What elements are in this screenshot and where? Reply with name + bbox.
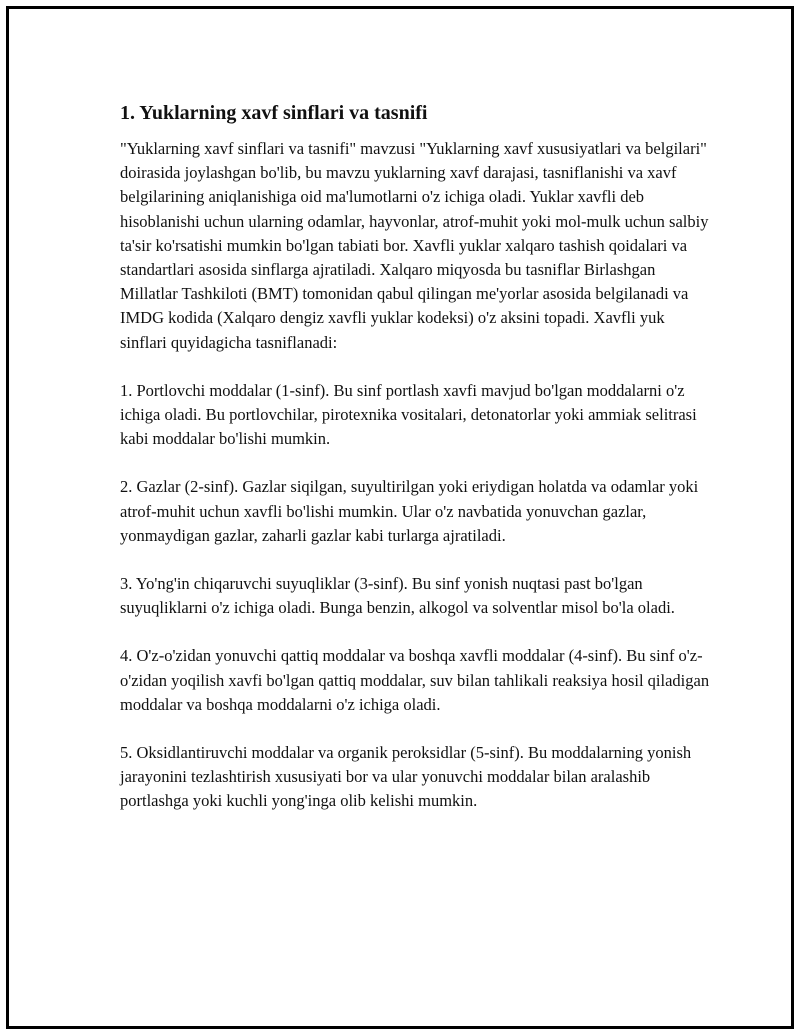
class-5-paragraph: 5. Oksidlantiruvchi moddalar va organik peroksidlar (5-sinf). Bu moddalarning yonish jarayonini tezlashtirish xususiyati bor va ular yonuvchi moddalar bilan aralashib portlashga yoki kuchli yong'inga olib kelishi mumkin. bbox=[120, 743, 692, 811]
class-4-paragraph: 4. O'z-o'zidan yonuvchi qattiq moddalar va boshqa xavfli moddalar (4-sinf). Bu sinf o'z-o'zidan yoqilish xavfi bo'lgan qattiq moddalar, suv bilan tahlikali reaksiya hosil qiladigan moddalar va boshqa moddalarni o'z ichiga oladi. bbox=[120, 646, 710, 714]
class-3-paragraph: 3. Yo'ng'in chiqaruvchi suyuqliklar (3-sinf). Bu sinf yonish nuqtasi past bo'lgan suyuqliklarni o'z ichiga oladi. Bunga benzin, alkogol va solventlar misol bo'la oladi. bbox=[120, 574, 675, 618]
document-content bbox=[120, 99, 710, 838]
document-page bbox=[6, 6, 794, 1029]
class-1-paragraph: 1. Portlovchi moddalar (1-sinf). Bu sinf portlash xavfi mavjud bo'lgan moddalarni o'z ichiga oladi. Bu portlovchilar, pirotexnika vositalari, detonatorlar yoki ammiak selitrasi kabi moddalar bo'lishi mumkin. bbox=[120, 380, 697, 449]
class-2-paragraph: 2. Gazlar (2-sinf). Gazlar siqilgan, suyultirilgan yoki eriydigan holatda va odamlar yoki atrof-muhit uchun xavfli bo'lishi mumkin. Ular o'z navbatida yonuvchan gazlar, yonmaydigan gazlar, zaharli gazlar kabi turlarga ajratiladi. bbox=[120, 477, 699, 545]
section-title: 1. Yuklarning xavf sinflari va tasnifi bbox=[120, 102, 428, 124]
intro-paragraph: "Yuklarning xavf sinflari va tasnifi" mavzusi "Yuklarning xavf xususiyatlari va belgilari" doirasida joylashgan bo'lib, bu mavzu yuklarning xavf darajasi, tasniflanishi va xavf belgilarining aniqlanishiga oid ma'lumotlarni o'z ichiga oladi. Yuklar xavfli deb hisoblanishi uchun ularning odamlar, hayvonlar, atrof-muhit yoki mol-mulk uchun salbiy ta'sir ko'rsatishi mumkin bo'lgan tabiati bor. Xavfli yuklar xalqaro tashish qoidalari va standartlari asosida sinflarga ajratiladi. Xalqaro miqyosda bu tasniflar Birlashgan Millatlar Tashkiloti (BMT) tomonidan qabul qilingan me'yorlar asosida belgilanadi va IMDG kodida (Xalqaro dengiz xavfli yuklar kodeksi) o'z aksini topadi. Xavfli yuk sinflari quyidagicha tasniflanadi: bbox=[120, 139, 709, 352]
